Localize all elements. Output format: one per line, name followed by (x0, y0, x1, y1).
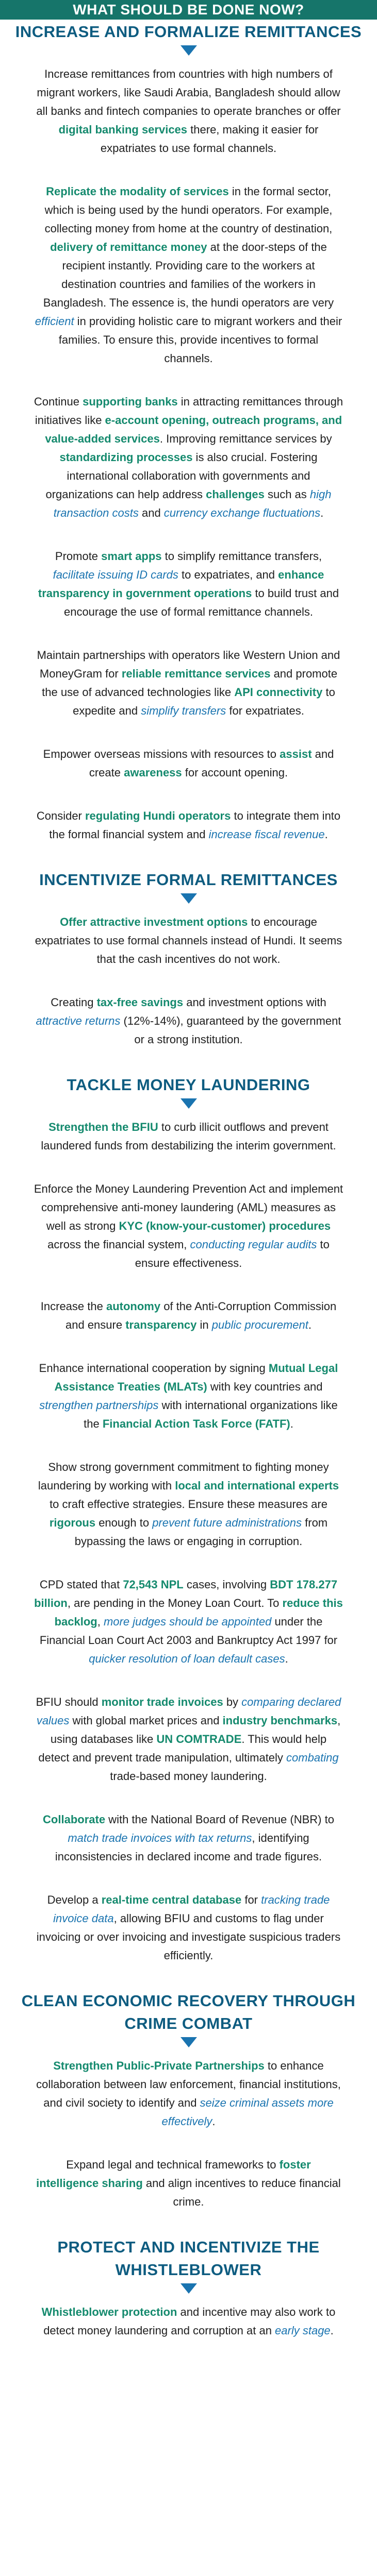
chevron-down-icon (181, 2283, 197, 2294)
section-heading: INCREASE AND FORMALIZE REMITTANCES (15, 23, 362, 41)
body-text: enough to (95, 1516, 153, 1529)
highlight-text: digital banking services (58, 123, 188, 136)
recommendation-paragraph (34, 1118, 343, 1155)
emphasis-text: more judges should be appointed (103, 1615, 272, 1628)
body-text: . (212, 2115, 216, 2128)
body-text: , are pending in the Money Loan Court. To (67, 1597, 283, 1609)
highlight-text: rigorous (49, 1516, 96, 1529)
highlight-text: reliable remittance services (121, 667, 271, 680)
emphasis-text: attractive returns (36, 1014, 121, 1027)
emphasis-text: conducting regular audits (190, 1238, 317, 1251)
recommendation-paragraph (34, 1891, 343, 1965)
highlight-text: Mutual Legal Assistance Treaties (MLATs) (54, 1362, 338, 1393)
body-text: . Improving remittance services by (159, 432, 332, 445)
recommendation-paragraph (34, 913, 343, 969)
section-increase-and-formalize-remittances (0, 21, 377, 844)
highlight-text: Strengthen Public-Private Partnerships (53, 2059, 265, 2072)
highlight-text: UN COMTRADE (156, 1733, 242, 1745)
body-text: there, making it easier for expatriates to use formal channels. (100, 123, 319, 155)
emphasis-text: quicker resolution of loan default cases (89, 1652, 285, 1665)
body-text: . (320, 506, 324, 519)
body-text: with key countries and (207, 1380, 323, 1393)
body-text: to integrate them into the formal financial system and (49, 809, 341, 841)
body-text: is also crucial. Fostering international collaboration with governments and organizations can help address (45, 451, 318, 501)
body-text: in (196, 1318, 212, 1331)
body-text: Enhance international cooperation by signing (39, 1362, 269, 1375)
body-text: in providing holistic care to migrant workers and their families. To ensure this, provide incentives to formal channels. (58, 315, 342, 365)
chevron-down-icon (181, 45, 197, 56)
body-text: and align incentives to reduce financial crime. (142, 2177, 341, 2208)
body-text: Maintain partnerships with operators like Western Union and MoneyGram for (37, 649, 340, 680)
emphasis-text: prevent future administrations (152, 1516, 302, 1529)
body-text: Show strong government commitment to fighting money laundering by working with (38, 1461, 329, 1492)
body-text: . This would help detect and prevent trade manipulation, ultimately (38, 1733, 327, 1764)
body-text: . (330, 2324, 334, 2337)
highlight-text: Replicate the modality of services (46, 185, 229, 198)
recommendation-paragraph (34, 65, 343, 158)
body-text: Promote (55, 550, 102, 563)
emphasis-text: facilitate issuing ID cards (53, 568, 178, 581)
chevron-down-icon (181, 893, 197, 904)
highlight-text: reduce this backlog (54, 1597, 343, 1628)
highlight-text: e-account opening, outreach programs, and value-added services (45, 414, 342, 445)
recommendation-paragraph (34, 393, 343, 522)
highlight-text: delivery of remittance money (50, 241, 207, 253)
body-text: to ensure effectiveness. (135, 1238, 330, 1269)
body-text: . (290, 1417, 293, 1430)
body-text: for expatriates. (226, 704, 304, 717)
emphasis-text: tracking trade invoice data (53, 1893, 330, 1925)
body-text: , using databases like (50, 1714, 341, 1745)
body-text: and create (89, 748, 334, 779)
section-protect-and-incentivize-the-whistleblower (0, 2236, 377, 2340)
recommendation-paragraph (34, 1359, 343, 1433)
body-text: , identifying inconsistencies in declared income and trade figures. (55, 1832, 322, 1863)
body-text: to enhance collaboration between law enforcement, financial institutions, and civil society to identify and (36, 2059, 341, 2109)
banner-title: WHAT SHOULD BE DONE NOW? (73, 2, 304, 18)
body-text: Increase remittances from countries with high numbers of migrant workers, like Saudi Arabia, Bangladesh should allow all banks and fintech companies to operate branches or offer (36, 67, 341, 117)
body-text: for (241, 1893, 261, 1906)
body-text: with international organizations like the (84, 1399, 338, 1430)
highlight-text: monitor trade invoices (101, 1696, 223, 1708)
body-text: and promote the use of advanced technologies like (42, 667, 338, 699)
emphasis-text: efficient (35, 315, 74, 328)
highlight-text: Offer attractive investment options (60, 916, 248, 928)
recommendation-paragraph (34, 646, 343, 720)
recommendation-paragraph (34, 807, 343, 844)
chevron-down-icon (181, 2037, 197, 2047)
emphasis-text: strengthen partnerships (39, 1399, 159, 1412)
highlight-text: local and international experts (175, 1479, 339, 1492)
highlight-text: challenges (206, 488, 265, 501)
recommendation-paragraph (34, 2303, 343, 2340)
highlight-text: enhance transparency in government operations (38, 568, 324, 600)
body-text: to curb illicit outflows and prevent laundered funds from destabilizing the interim government. (41, 1121, 336, 1152)
highlight-text: smart apps (101, 550, 162, 563)
body-text: by (223, 1696, 242, 1708)
content-area (0, 21, 377, 2340)
highlight-text: standardizing processes (59, 451, 193, 464)
recommendation-paragraph (34, 2057, 343, 2131)
body-text: across the financial system, (47, 1238, 190, 1251)
body-text: . (324, 828, 328, 841)
body-text: trade-based money laundering. (110, 1770, 267, 1783)
emphasis-text: seize criminal assets more effectively (161, 2096, 334, 2128)
body-text: of the Anti-Corruption Commission and ensure (65, 1300, 337, 1331)
body-text: in attracting remittances through initiatives like (35, 395, 343, 427)
body-text: , (97, 1615, 104, 1628)
recommendation-paragraph (34, 1810, 343, 1866)
highlight-text: real-time central database (101, 1893, 242, 1906)
recommendation-paragraph (34, 1693, 343, 1786)
body-text: Develop a (47, 1893, 102, 1906)
body-text: such as (264, 488, 310, 501)
body-text: Creating (51, 996, 97, 1009)
body-text: Expand legal and technical frameworks to (66, 2158, 280, 2171)
body-text: to encourage expatriates to use formal channels instead of Hundi. It seems that the cash incentives do not work. (35, 916, 342, 965)
body-text: to simplify remittance transfers, (161, 550, 322, 563)
body-text: to expedite and (73, 686, 335, 717)
body-text: to craft effective strategies. Ensure these measures are (50, 1498, 327, 1511)
recommendation-paragraph (34, 1575, 343, 1668)
recommendation-paragraph (34, 993, 343, 1049)
highlight-text: 72,543 NPL (123, 1578, 184, 1591)
highlight-text: KYC (know-your-customer) procedures (119, 1219, 331, 1232)
highlight-text: API connectivity (234, 686, 323, 699)
body-text: under the Financial Loan Court Act 2003 and Bankruptcy Act 1997 for (39, 1615, 338, 1647)
highlight-text: regulating Hundi operators (85, 809, 231, 822)
highlight-text: transparency (125, 1318, 197, 1331)
emphasis-text: early stage (275, 2324, 331, 2337)
emphasis-text: comparing declared values (36, 1696, 341, 1727)
highlight-text: Financial Action Task Force (FATF) (102, 1417, 290, 1430)
body-text: at the door-steps of the recipient instantly. Providing care to the workers at destination countries and families of the workers in Bangladesh. The essence is, the hundi operators are very (43, 241, 334, 309)
section-heading: TACKLE MONEY LAUNDERING (67, 1076, 310, 1094)
body-text: BFIU should (36, 1696, 102, 1708)
highlight-text: tax-free savings (96, 996, 184, 1009)
body-text: Empower overseas missions with resources to (43, 748, 280, 760)
emphasis-text: combating (286, 1751, 339, 1764)
body-text: . (308, 1318, 312, 1331)
recommendation-paragraph (34, 745, 343, 782)
emphasis-text: increase fiscal revenue (208, 828, 325, 841)
recommendation-paragraph (34, 1297, 343, 1334)
recommendation-paragraph (34, 547, 343, 621)
highlight-text: BDT 178.277 billion (34, 1578, 338, 1609)
body-text: Consider (36, 809, 85, 822)
highlight-text: industry benchmarks (222, 1714, 338, 1727)
body-text: to build trust and encourage the use of formal remittance channels. (63, 587, 339, 618)
section-clean-economic-recovery-through-crime-combat (0, 1990, 377, 2211)
recommendation-paragraph (34, 182, 343, 368)
body-text: from bypassing the laws or engaging in corruption. (74, 1516, 328, 1548)
body-text: cases, involving (183, 1578, 270, 1591)
body-text: CPD stated that (39, 1578, 123, 1591)
body-text: and investment options with (183, 996, 326, 1009)
body-text: Enforce the Money Laundering Prevention Act and implement comprehensive anti-money laundering (AML) measures as well as strong (34, 1182, 343, 1232)
chevron-down-icon (181, 1098, 197, 1109)
page-banner (0, 0, 377, 20)
body-text: Continue (34, 395, 83, 408)
highlight-text: assist (280, 748, 312, 760)
recommendation-paragraph (34, 2156, 343, 2211)
section-heading: INCENTIVIZE FORMAL REMITTANCES (39, 871, 338, 889)
body-text: with the National Board of Revenue (NBR) to (105, 1813, 334, 1826)
section-heading: CLEAN ECONOMIC RECOVERY THROUGH CRIME COMBAT (21, 1992, 356, 2032)
highlight-text: Whistleblower protection (41, 2306, 177, 2318)
emphasis-text: currency exchange fluctuations (163, 506, 321, 519)
highlight-text: Strengthen the BFIU (48, 1121, 158, 1133)
body-text: in the formal sector, which is being used by the hundi operators. For example, collecting money from home at the country of destination, (44, 185, 333, 235)
recommendation-paragraph (34, 1458, 343, 1551)
emphasis-text: simplify transfers (141, 704, 226, 717)
body-text: (12%-14%), guaranteed by the government or a strong institution. (120, 1014, 341, 1046)
section-heading: PROTECT AND INCENTIVIZE THE WHISTLEBLOWER (57, 2238, 320, 2279)
section-tackle-money-laundering (0, 1074, 377, 1965)
section-incentivize-formal-remittances (0, 869, 377, 1049)
body-text: and incentive may also work to detect money laundering and corruption at an (43, 2306, 336, 2337)
recommendation-paragraph (34, 1180, 343, 1273)
body-text: with global market prices and (69, 1714, 223, 1727)
highlight-text: foster intelligence sharing (36, 2158, 311, 2190)
body-text: and (138, 506, 164, 519)
highlight-text: supporting banks (83, 395, 178, 408)
highlight-text: autonomy (106, 1300, 161, 1313)
body-text: , allowing BFIU and customs to flag under invoicing or over invoicing and investigate suspicious traders efficiently. (36, 1912, 341, 1962)
emphasis-text: public procurement (211, 1318, 308, 1331)
body-text: Increase the (40, 1300, 106, 1313)
highlight-text: Collaborate (43, 1813, 106, 1826)
emphasis-text: match trade invoices with tax returns (68, 1832, 252, 1844)
highlight-text: awareness (124, 766, 182, 779)
body-text: to expatriates, and (178, 568, 278, 581)
body-text: for account opening. (182, 766, 288, 779)
body-text: . (285, 1652, 288, 1665)
emphasis-text: high transaction costs (53, 488, 332, 519)
